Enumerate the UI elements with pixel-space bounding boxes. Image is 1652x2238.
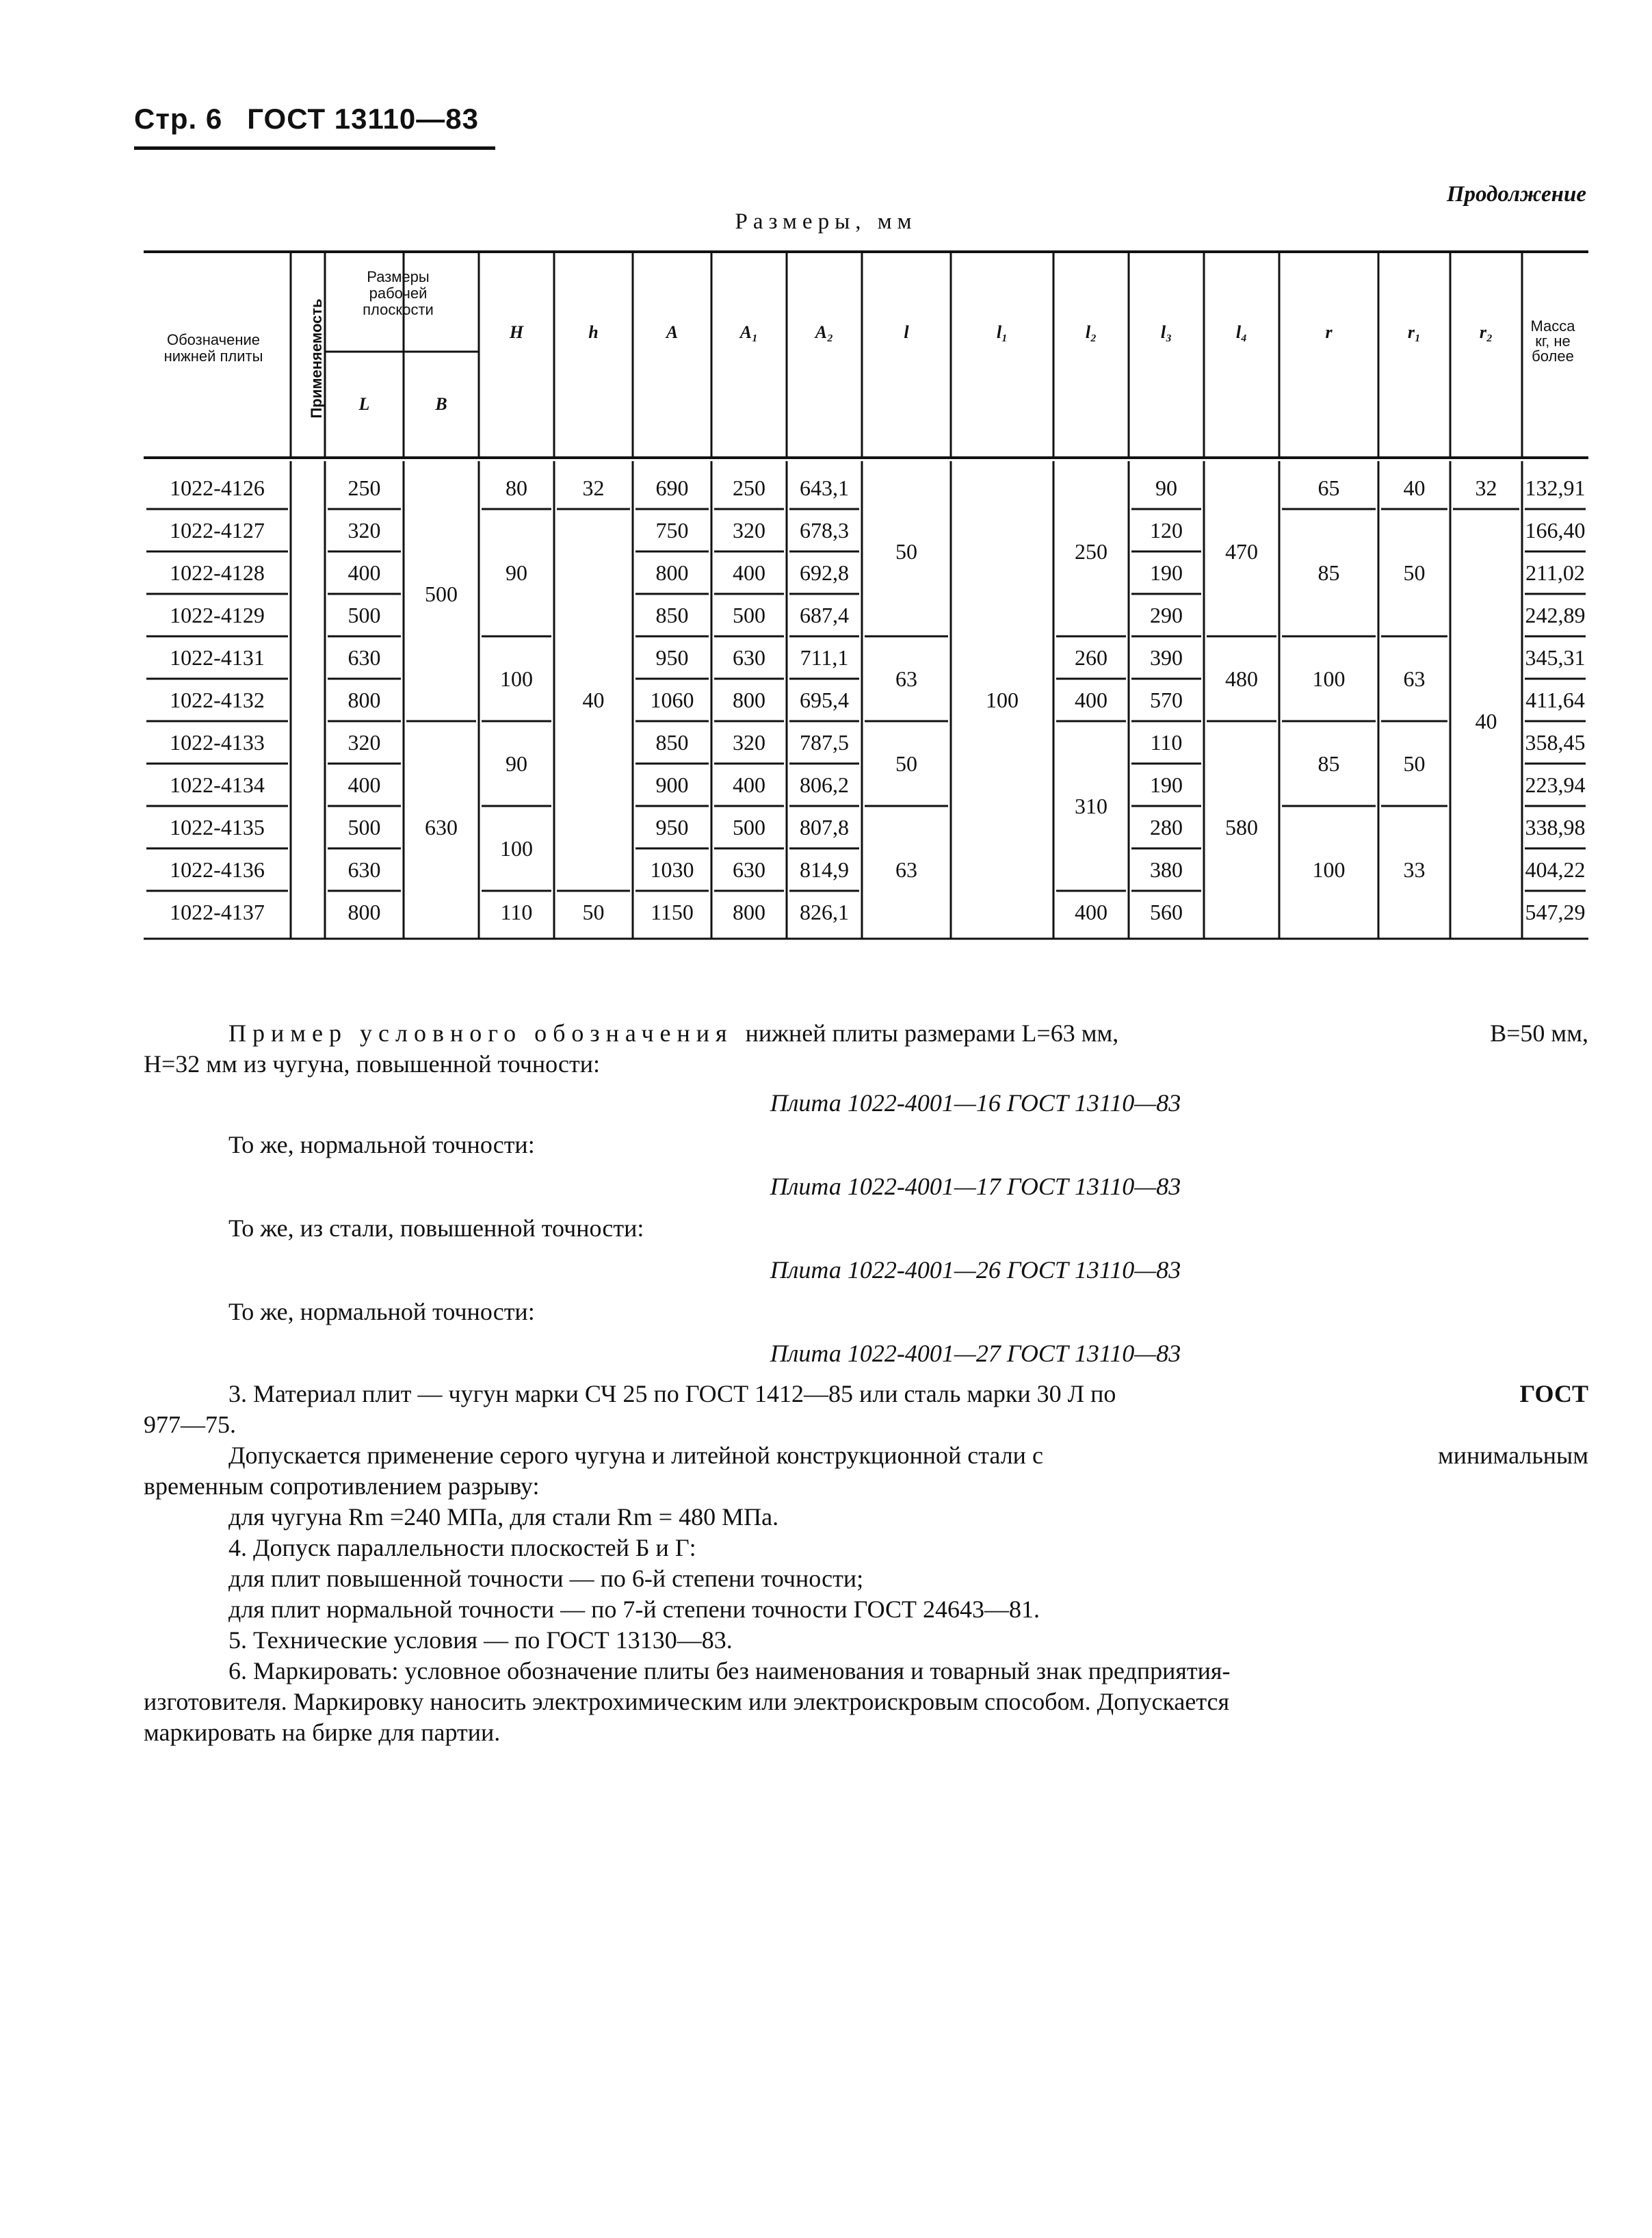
col-work-surface-line2: рабочей — [369, 285, 428, 302]
cell-mass: 345,31 — [1525, 645, 1586, 670]
clause-3-min: минимальным — [1437, 1442, 1588, 1469]
cell-L: 320 — [348, 518, 381, 543]
merged-cell: 500 — [425, 582, 458, 606]
cell-mass: 547,29 — [1525, 900, 1586, 924]
cell-l3: 190 — [1150, 560, 1183, 585]
cell-L: 800 — [348, 688, 381, 712]
col-designation-line1: Обозначение — [166, 331, 261, 348]
merged-cell: 50 — [895, 751, 917, 776]
merged-cell: 33 — [1403, 857, 1426, 882]
cell-l3: 120 — [1150, 518, 1183, 543]
designation-2: Плита 1022-4001—17 ГОСТ 13110—83 — [770, 1173, 1181, 1200]
merged-cell: 40 — [582, 688, 605, 712]
col-a: A — [666, 322, 679, 342]
cell-l3: 90 — [1155, 476, 1177, 500]
cell-A2: 806,2 — [800, 772, 849, 797]
merged-cell: 480 — [1225, 666, 1258, 691]
row-designation: 1022-4136 — [170, 857, 265, 882]
table-header — [164, 268, 1576, 419]
cell-A2: 643,1 — [800, 476, 849, 500]
col-work-surface-line1: Размеры — [367, 268, 430, 285]
clause-3-cont: 977—75. — [144, 1411, 236, 1438]
cell-L: 800 — [348, 900, 381, 924]
cell-mass: 132,91 — [1525, 476, 1586, 500]
cell-L: 630 — [348, 645, 381, 670]
col-r2: r₂ — [1479, 322, 1493, 342]
col-l2: l₂ — [1085, 322, 1097, 342]
cell-A2: 678,3 — [800, 518, 849, 543]
cell-A1: 630 — [733, 645, 765, 670]
cell-A2: 692,8 — [800, 560, 849, 585]
page-number: Стр. 6 — [134, 103, 223, 135]
cell-A1: 400 — [733, 560, 765, 585]
merged-cell: 260 — [1075, 645, 1107, 670]
cell-A1: 400 — [733, 772, 765, 797]
clause-4-normal: для плит нормальной точности — по 7-й степени точности ГОСТ 24643—81. — [228, 1596, 1040, 1623]
row-designation: 1022-4135 — [170, 815, 265, 840]
same-normal: То же, нормальной точности: — [228, 1131, 535, 1158]
merged-cell: 40 — [1403, 476, 1426, 500]
cell-A1: 630 — [733, 857, 765, 882]
cell-A: 690 — [655, 476, 689, 500]
cell-L: 500 — [348, 603, 381, 627]
col-applicability: Применяемость — [308, 298, 325, 419]
cell-l3: 280 — [1150, 815, 1183, 840]
row-designation: 1022-4129 — [170, 603, 265, 627]
merged-cell: 40 — [1475, 709, 1497, 733]
dimensions-table — [144, 249, 1588, 995]
merged-cell: 63 — [895, 666, 917, 691]
row-designation: 1022-4126 — [170, 476, 265, 500]
example-line2: H=32 мм из чугуна, повышенной точности: — [144, 1050, 600, 1078]
col-l: L — [358, 394, 370, 414]
merged-cell: 50 — [895, 539, 917, 564]
clause-5: 5. Технические условия — по ГОСТ 13130—83. — [228, 1626, 733, 1654]
col-mass-line2: кг, не — [1535, 333, 1571, 350]
cell-l3: 110 — [1150, 730, 1183, 755]
cell-A2: 814,9 — [800, 857, 849, 882]
merged-cell: 100 — [986, 688, 1019, 712]
cell-A1: 800 — [733, 900, 765, 924]
cell-mass: 211,02 — [1525, 560, 1585, 585]
cell-A2: 787,5 — [800, 730, 849, 755]
cell-A: 1030 — [650, 857, 694, 882]
merged-cell: 85 — [1317, 560, 1340, 585]
continuation-label: Продолжение — [1446, 182, 1586, 207]
merged-cell: 63 — [895, 857, 917, 882]
clause-3-gost: ГОСТ — [1519, 1380, 1588, 1407]
row-designation: 1022-4127 — [170, 518, 265, 543]
cell-A1: 250 — [733, 476, 765, 500]
cell-A2: 807,8 — [800, 815, 849, 840]
cell-A: 900 — [655, 772, 689, 797]
cell-A2: 826,1 — [800, 900, 849, 924]
col-r1: r₁ — [1407, 322, 1421, 342]
same-steel: То же, из стали, повышенной точности: — [228, 1214, 644, 1242]
cell-l3: 570 — [1150, 688, 1183, 712]
cell-mass: 411,64 — [1525, 688, 1585, 712]
designation-4: Плита 1022-4001—27 ГОСТ 13110—83 — [770, 1340, 1181, 1367]
cell-mass: 338,98 — [1525, 815, 1586, 840]
cell-A1: 500 — [733, 815, 765, 840]
merged-cell: 90 — [506, 751, 527, 776]
cell-L: 500 — [348, 815, 381, 840]
merged-cell: 63 — [1403, 666, 1426, 691]
merged-cell: 470 — [1225, 539, 1258, 564]
designation-1: Плита 1022-4001—16 ГОСТ 13110—83 — [770, 1089, 1181, 1117]
clause-3-text: 3. Материал плит — чугун марки СЧ 25 по ГОСТ 1412—85 или сталь марки 30 Л по — [228, 1380, 1116, 1407]
clause-4-high: для плит повышенной точности — по 6-й степени точности; — [228, 1565, 864, 1592]
cell-A1: 320 — [733, 518, 765, 543]
clause-3-allowance — [144, 1440, 1588, 1471]
col-r: r — [1325, 322, 1333, 342]
cell-mass: 404,22 — [1525, 857, 1586, 882]
cell-l3: 560 — [1150, 900, 1183, 924]
row-designation: 1022-4137 — [170, 900, 265, 924]
cell-l3: 290 — [1150, 603, 1183, 627]
clause-3-values: для чугуна Rm =240 МПа, для стали Rm = 480 МПа. — [228, 1503, 779, 1531]
merged-cell: 630 — [425, 815, 458, 840]
clause-3-resistance: временным сопротивлением разрыву: — [144, 1472, 540, 1500]
cell-l3: 380 — [1150, 857, 1183, 882]
merged-cell: 50 — [1403, 560, 1426, 585]
cell-l3: 390 — [1150, 645, 1183, 670]
clause-6-end: маркировать на бирке для партии. — [144, 1719, 501, 1746]
example-line — [144, 1018, 1588, 1049]
merged-cell: 50 — [582, 900, 605, 924]
col-l1: l₁ — [996, 322, 1008, 342]
col-a2: A₂ — [815, 322, 834, 342]
merged-cell: 85 — [1317, 751, 1340, 776]
row-designation: 1022-4128 — [170, 560, 265, 585]
col-mass-line1: Масса — [1530, 317, 1575, 335]
row-designation: 1022-4131 — [170, 645, 265, 670]
cell-A: 950 — [655, 645, 689, 670]
merged-cell: 80 — [506, 476, 527, 500]
merged-cell: 50 — [1403, 751, 1426, 776]
cell-mass: 166,40 — [1525, 518, 1586, 543]
merged-cell: 110 — [500, 900, 533, 924]
row-designation: 1022-4132 — [170, 688, 265, 712]
merged-cell: 65 — [1317, 476, 1340, 500]
col-b: B — [435, 394, 447, 414]
clause-4: 4. Допуск параллельности плоскостей Б и Г: — [228, 1534, 696, 1561]
table-symbol-headers — [358, 322, 1493, 414]
cell-A1: 500 — [733, 603, 765, 627]
merged-cell: 100 — [1312, 666, 1346, 691]
table-title: Размеры, мм — [735, 209, 917, 234]
cell-mass: 242,89 — [1525, 603, 1586, 627]
designation-3: Плита 1022-4001—26 ГОСТ 13110—83 — [770, 1256, 1181, 1284]
same-normal-2: То же, нормальной точности: — [228, 1298, 535, 1325]
cell-A: 800 — [655, 560, 689, 585]
col-a1: A₁ — [739, 322, 759, 342]
merged-cell: 400 — [1075, 688, 1107, 712]
cell-A: 750 — [655, 518, 689, 543]
merged-cell: 580 — [1225, 815, 1258, 840]
example-heading: Пример условного обозначения — [228, 1019, 733, 1047]
merged-cell: 100 — [500, 666, 533, 691]
merged-cell: 400 — [1075, 900, 1107, 924]
clause-3 — [144, 1379, 1588, 1409]
example-B: B=50 мм, — [1490, 1019, 1588, 1047]
col-l4: l₄ — [1235, 322, 1248, 342]
cell-A2: 687,4 — [800, 603, 849, 627]
cell-A: 850 — [655, 730, 689, 755]
clause-6-cont: изготовителя. Маркировку наносить электрохимическим или электроискровым способом. Допускается — [144, 1688, 1230, 1715]
cell-A2: 711,1 — [800, 645, 849, 670]
cell-mass: 223,94 — [1525, 772, 1586, 797]
cell-A1: 320 — [733, 730, 765, 755]
cell-A: 850 — [655, 603, 689, 627]
row-designation: 1022-4134 — [170, 772, 265, 797]
standard-number: ГОСТ 13110—83 — [247, 103, 479, 135]
cell-L: 250 — [348, 476, 381, 500]
cell-A: 950 — [655, 815, 689, 840]
cell-L: 320 — [348, 730, 381, 755]
col-work-surface-line3: плоскости — [363, 301, 434, 318]
cell-L: 630 — [348, 857, 381, 882]
example-text: нижней плиты размерами L=63 мм, — [745, 1019, 1119, 1047]
cell-l3: 190 — [1150, 772, 1183, 797]
document-body — [144, 1018, 1588, 1748]
col-designation-line2: нижней плиты — [163, 348, 263, 365]
col-l3: l₃ — [1160, 322, 1172, 342]
merged-cell: 100 — [1312, 857, 1346, 882]
table-body — [170, 476, 1585, 924]
merged-cell: 32 — [1475, 476, 1497, 500]
cell-A2: 695,4 — [800, 688, 849, 712]
merged-cell: 250 — [1075, 539, 1107, 564]
cell-L: 400 — [348, 560, 381, 585]
cell-A: 1150 — [651, 900, 694, 924]
cell-L: 400 — [348, 772, 381, 797]
col-h: H — [509, 322, 524, 342]
clause-3-allowance-text: Допускается применение серого чугуна и литейной конструкционной стали с — [228, 1442, 1043, 1469]
cell-mass: 358,45 — [1525, 730, 1586, 755]
merged-cell: 90 — [506, 560, 527, 585]
col-h: h — [588, 322, 599, 342]
merged-cell: 100 — [500, 836, 533, 861]
merged-cell: 310 — [1075, 794, 1107, 818]
clause-6: 6. Маркировать: условное обозначение плиты без наименования и товарный знак предприятия- — [228, 1657, 1231, 1684]
col-l: l — [904, 322, 909, 342]
col-mass-line3: более — [1532, 348, 1574, 365]
header-rule — [134, 146, 495, 150]
cell-A1: 800 — [733, 688, 765, 712]
row-designation: 1022-4133 — [170, 730, 265, 755]
page-header — [134, 103, 479, 135]
cell-A: 1060 — [650, 688, 694, 712]
merged-cell: 32 — [582, 476, 605, 500]
